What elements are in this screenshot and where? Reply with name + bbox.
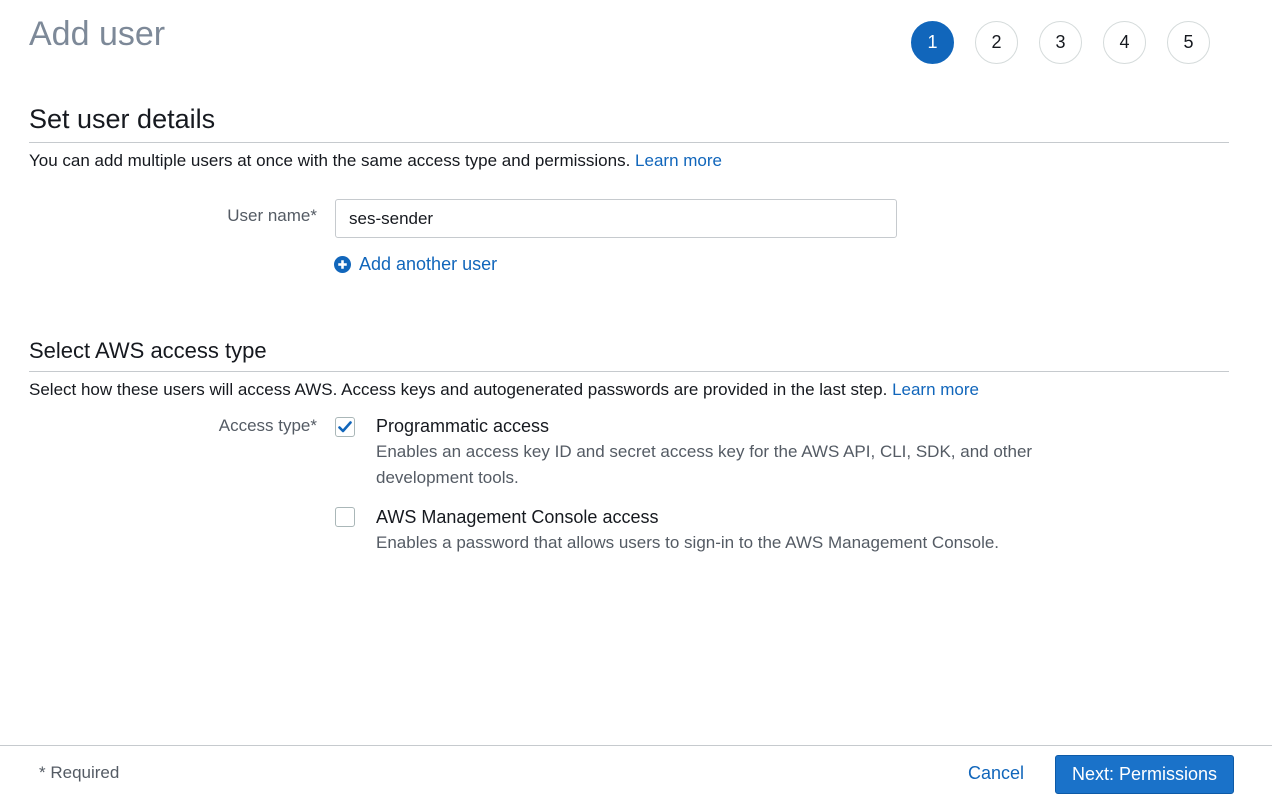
access-type-description-text: Select how these users will access AWS. Access keys and autogenerated passwords are provided in the last step. [29, 380, 888, 399]
cancel-button[interactable]: Cancel [968, 763, 1025, 783]
access-type-divider [29, 371, 1229, 372]
add-another-user-link[interactable] [334, 254, 497, 275]
page-title: Add user [29, 15, 166, 53]
user-name-input[interactable] [335, 199, 897, 238]
add-another-user-label: Add another user [359, 254, 498, 274]
user-details-heading: Set user details [29, 104, 216, 134]
programmatic-access-checkbox[interactable] [335, 417, 355, 437]
user-name-label: User name* [227, 206, 317, 225]
console-access-title: AWS Management Console access [376, 507, 659, 527]
required-note: * Required [39, 763, 120, 782]
user-details-learn-more-link[interactable]: Learn more [635, 151, 722, 170]
access-type-heading: Select AWS access type [29, 338, 267, 363]
step-2[interactable]: 2 [975, 21, 1018, 64]
access-type-learn-more-link[interactable]: Learn more [892, 380, 979, 399]
next-permissions-button[interactable]: Next: Permissions [1055, 755, 1234, 794]
step-5[interactable]: 5 [1167, 21, 1210, 64]
step-3[interactable]: 3 [1039, 21, 1082, 64]
checkmark-icon [338, 421, 352, 433]
user-details-divider [29, 142, 1229, 143]
console-access-checkbox[interactable] [335, 507, 355, 527]
wizard-steps [911, 21, 1210, 64]
step-4[interactable]: 4 [1103, 21, 1146, 64]
programmatic-access-title: Programmatic access [376, 416, 550, 436]
plus-circle-icon [334, 256, 351, 273]
user-details-description [29, 151, 722, 171]
step-1[interactable]: 1 [911, 21, 954, 64]
footer-divider [0, 745, 1272, 746]
access-type-description [29, 380, 979, 400]
access-type-label: Access type* [218, 416, 317, 435]
programmatic-access-description: Enables an access key ID and secret access key for the AWS API, CLI, SDK, and other development tools. [376, 442, 1033, 487]
console-access-description: Enables a password that allows users to sign-in to the AWS Management Console. [376, 533, 1000, 552]
user-details-description-text: You can add multiple users at once with the same access type and permissions. [29, 151, 631, 170]
